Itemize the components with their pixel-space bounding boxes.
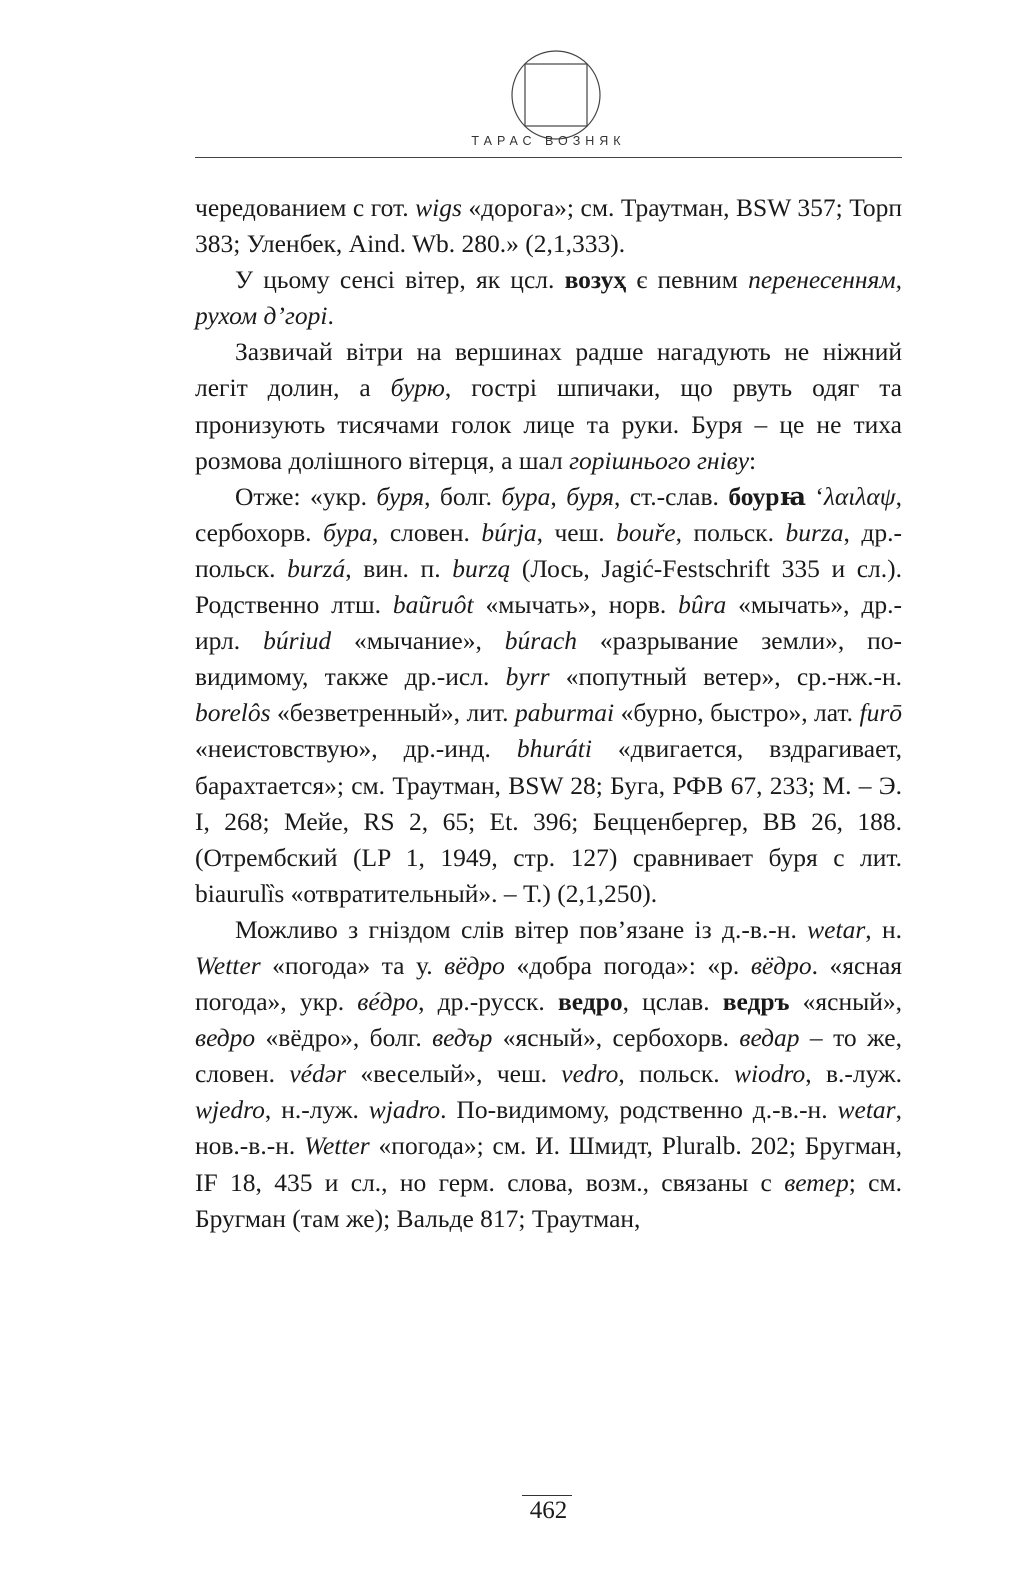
header-rule [195, 157, 902, 158]
paragraph: У цьому сенсі вітер, як цсл. возуҳ є певним перенесенням, рухом д’горі. [195, 265, 902, 331]
paragraph: Зазвичай вітри на вершинах радше нагадують не ніжний легіт долин, а бурю, гострі шпичаки, що рвуть одяг та пронизують тисячами голок лице та руки. Буря – це не тиха розмова долішного вітерця, а шал горішнього гніву: [195, 337, 902, 475]
running-head: ТАРАС ВОЗНЯК [471, 134, 626, 148]
body-text [195, 190, 902, 1237]
paragraph: Можливо з гніздом слів вітер пов’язане із д.-в.-н. wetar, н. Wetter «погода» та у. вёдро «добра погода»: «р. вёдро. «ясная погода», укр. вéдро, др.-русск. ведро, цслав. ведръ «ясный», ведро «вёдро», болг. ведър «ясный», сербохорв. ведар – то же, словен. védər «веселый», чеш. vedro, польск. wiodro, в.-луж. wjedro, н.-луж. wjadro. По-видимому, родственно д.-в.-н. wetar, нов.-в.-н. Wetter «погода»; см. И. Шмидт, Pluralb. 202; Бругман, IF 18, 435 и сл., но герм. слова, возм., связаны с ветер; см. Бругман (там же); Вальде 817; Траутман, [195, 914, 903, 1233]
circle-square-logo-icon [509, 48, 603, 142]
paragraph: Отже: «укр. буря, болг. бура, буря, ст.-слав. боурꙗ ‘λαιλαψ, сербохорв. бура, словен. búrja, чеш. bouře, польск. burza, др.-польск. burzá, вин. п. burzą (Лось, Jagić-Festschrift 335 и сл.). Родственно лтш. baũruôt «мычать», норв. bûra «мычать», др.-ирл. búriud «мычание», búrach «разрывание земли», по-видимому, также др.-исл. byrr «попутный ветер», ср.-нж.-н. borelôs «безветренный», лит. paburmai «бурно, быстро», лат. furō «неистовствую», др.-инд. bhuráti «двигается, вздрагивает, барахтается»; см. Траутман, BSW 28; Буга, РФВ 67, 233; М. – Э. I, 268; Мейе, RS 2, 65; Et. 396; Бецценбергер, BB 26, 188. (Отрембский (LP 1, 1949, стр. 127) сравнивает буря с лит. biaurulȉs «отвратительный». – Т.) (2,1,250). [195, 481, 902, 908]
page-number-rule [522, 1495, 572, 1496]
page-number: 462 [529, 1497, 568, 1524]
paragraph: чередованием с гот. wigs «дорога»; см. Траутман, BSW 357; Торп 383; Уленбек, Aind. Wb. 280.» (2,1,333). [195, 193, 903, 259]
